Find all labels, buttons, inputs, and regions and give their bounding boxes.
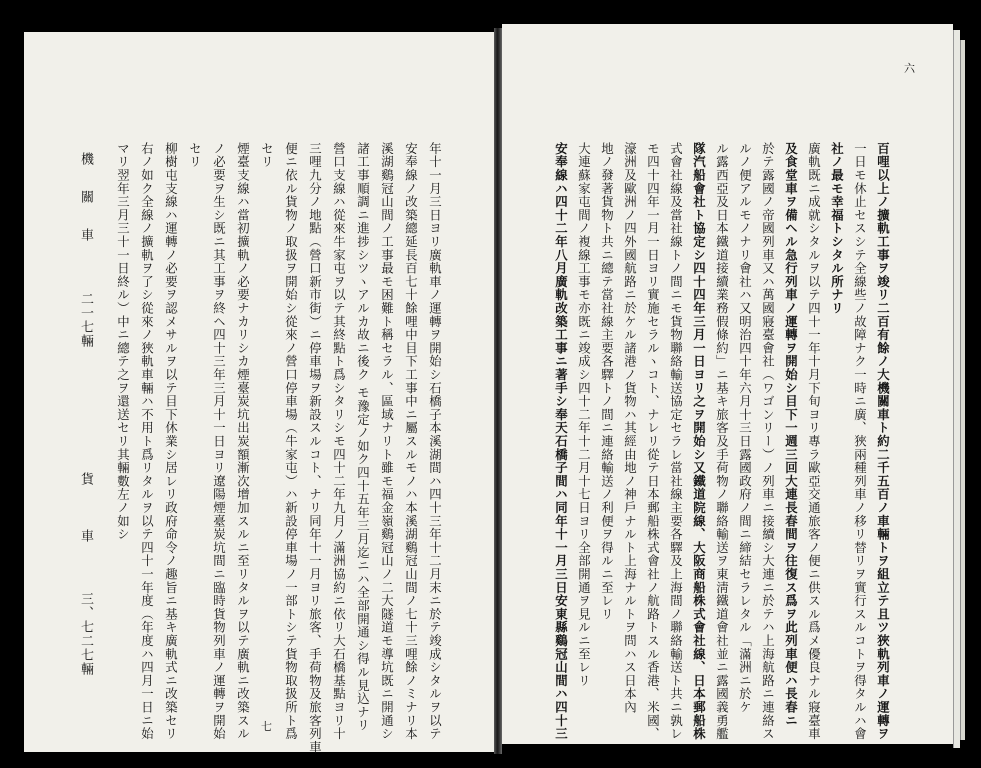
text-column: ル露西亞及日本鐵道接續業務假條約」ニ基キ旅客及手荷物ノ聯絡輸送ヲ東淸鐵道會社並ニ露國義勇艦 [714, 142, 730, 741]
text-column: 右ノ如ク全線ノ擴軌ヲ了シ從來ノ狹軌車輛ハ不用ト爲リタルヲ以テ四十一年度（年度ハ四月一日ニ始 [139, 142, 155, 741]
page-number-right: 六 [904, 62, 915, 75]
text-column: 隊汽船會社ト協定シ四十四年三月一日ヨリ之ヲ開始シ又鐵道院線、大阪商船株式會社線、日本郵船株 [691, 142, 707, 741]
text-column: ノ必要ヲ生シ既ニ其工事ヲ終ヘ四十三年三月十一日ヨリ遼陽煙臺炭坑間ニ臨時貨物列車ノ運轉ヲ開始 [211, 142, 227, 741]
text-column: 廣軌既ニ成就シタルヲ以テ四十一年十月下旬ヨリ專ラ歐亞交通旅客ノ便ニ供スル爲メ優良ナル寢臺車 [806, 142, 822, 741]
text-column: 安奉線ハ四十二年八月廣軌改築工事ニ著手シ奉天石橋子間ハ同年十一月三日安東縣鷄冠山間ハ四十三 [553, 142, 569, 741]
text-column: 諸工事順調ニ進捗シツヽアルカ故ニ後ク モ豫定ノ如ク四十五年三月迄ニハ全部開通シ得ル見込ナリ [355, 142, 371, 733]
text-column: 煙臺支線ハ當初擴軌ノ必要ナカリシカ煙臺炭坑出炭額漸次增加スルニ至リタルヲ以テ廣軌ニ改築スル [235, 142, 251, 741]
text-column: 年十一月三日ヨリ廣軌車ノ運轉ヲ開始シ石橋子本溪湖間ハ四十三年十二月末ニ於テ竣成シタルヲ以テ [427, 142, 443, 741]
text-column: 溪湖鷄冠山間ノ工事最モ困難ト稱セラル、區域ナリト雖モ福金嶺鷄冠山ノ二大隧道モ導坑既ニ開通シ [379, 142, 395, 741]
footer-label-locomotives: 機 關 車 [78, 152, 93, 247]
text-column: 便ニ依ル貨物ノ取扱ヲ開始シ從來ノ營口停車場（牛家屯）ハ新設停車場ノ一部トシテ貨物取扱所ト爲 [283, 142, 299, 741]
text-column: ルノ便アルモノナリ會社ハ又明治四十年六月十三日露國政府ノ間ニ締結セラレタル「滿洲ニ於ケ [737, 142, 753, 714]
text-column: 柳樹屯支線ハ運轉ノ必要ヲ認メサルヲ以テ目下休業シ居レリ政府命令ノ趣旨ニ基キ廣軌式ニ改築セリ [163, 142, 179, 741]
text-column: セリ [259, 142, 275, 169]
text-column: モ四十四年一月一日ヨリ實施セラルヽコト、ナレリ從テ日本郵船株式會社ノ航路トスル香港、米國、 [645, 142, 661, 741]
text-column: 地ノ發著貨物ト共ニ總テ當社線主要各驛トノ間ニ連絡輸送ノ利便ヲ得ルニ至レリ [599, 142, 615, 621]
text-column: 三哩九分ノ地點（營口新市街）ニ停車場ヲ新設スルコト、ナリ同年十一月ヨリ旅客、手荷物及旅客列車 [307, 142, 323, 754]
footer-label-wagons: 貨 車 [78, 472, 93, 548]
left-page [24, 32, 494, 752]
book-gutter [494, 28, 502, 754]
text-column: 濠洲及歐洲ノ四外國航路ニ於ケル諸港ノ貨物ハ其經由地ノ神戶ナルト上海ナルトヲ問ハス日本內 [622, 142, 638, 714]
right-page [502, 24, 953, 744]
text-column: 百哩以上ノ擴軌工事ヲ竣リ二百有餘ノ大機關車ト約二千五百ノ車輛トヲ組立テ且ツ狹軌列車ノ運轉ヲ [875, 142, 891, 741]
text-column: 營口支線ハ從來牛家屯ヲ以テ其終點ト爲シタリシモ四十二年九月ノ滿洲協約ニ依リ大石橋基點ヨリ十 [331, 142, 347, 741]
text-column: 及食堂車ヲ備ヘル急行列車ノ運轉ヲ開始シ目下一週三回大連長春間ヲ往復ス爲ヲ此列車便ハ長春ニ [783, 142, 799, 728]
text-column: 安奉線ノ改築總延長百七十餘哩中目下工事中ニ屬スルモノハ本溪湖鷄冠山間ノ七十三哩餘ノミナリ本 [403, 142, 419, 741]
text-column: 大連蘇家屯間ノ複線工事モ亦既ニ竣成シ四十二年十二月十七日ヨリ全部開通ヲ見ルニ至レリ [576, 142, 592, 688]
page-number-left: 七 [261, 720, 272, 733]
text-column: 社ノ最モ幸福トシタル所ナリ [829, 142, 845, 315]
text-column: 於テ露國ノ帝國列車又ハ萬國寢臺會社（ワゴンリー）ノ列車ニ接續シ大連ニ於テハ上海航路ニ連絡ス [760, 142, 776, 741]
text-column: 式會社線及當社線トノ間ニモ貨物聯絡輸送協定セラレ當社線主要各驛及上海間ノ聯絡輸送ト共ニ孰レ [668, 142, 684, 741]
page-edge [960, 40, 965, 740]
footer-count-wagons: 三、七二七輛 [78, 592, 93, 676]
text-column: セリ [187, 142, 203, 169]
page-edge [953, 30, 960, 748]
footer-count-locomotives: 二一七輛 [78, 292, 93, 348]
text-column: マリ翌年三月三十一日終ル）中ニ總テ之ヲ還送セリ其輛數左ノ如シ [115, 142, 131, 541]
text-column: 一日モ休止セスシテ全線些ノ故障ナク一時ニ廣、狹兩種列車ノ移リ替リヲ實行スルコトヲ得タルハ會 [852, 142, 868, 741]
